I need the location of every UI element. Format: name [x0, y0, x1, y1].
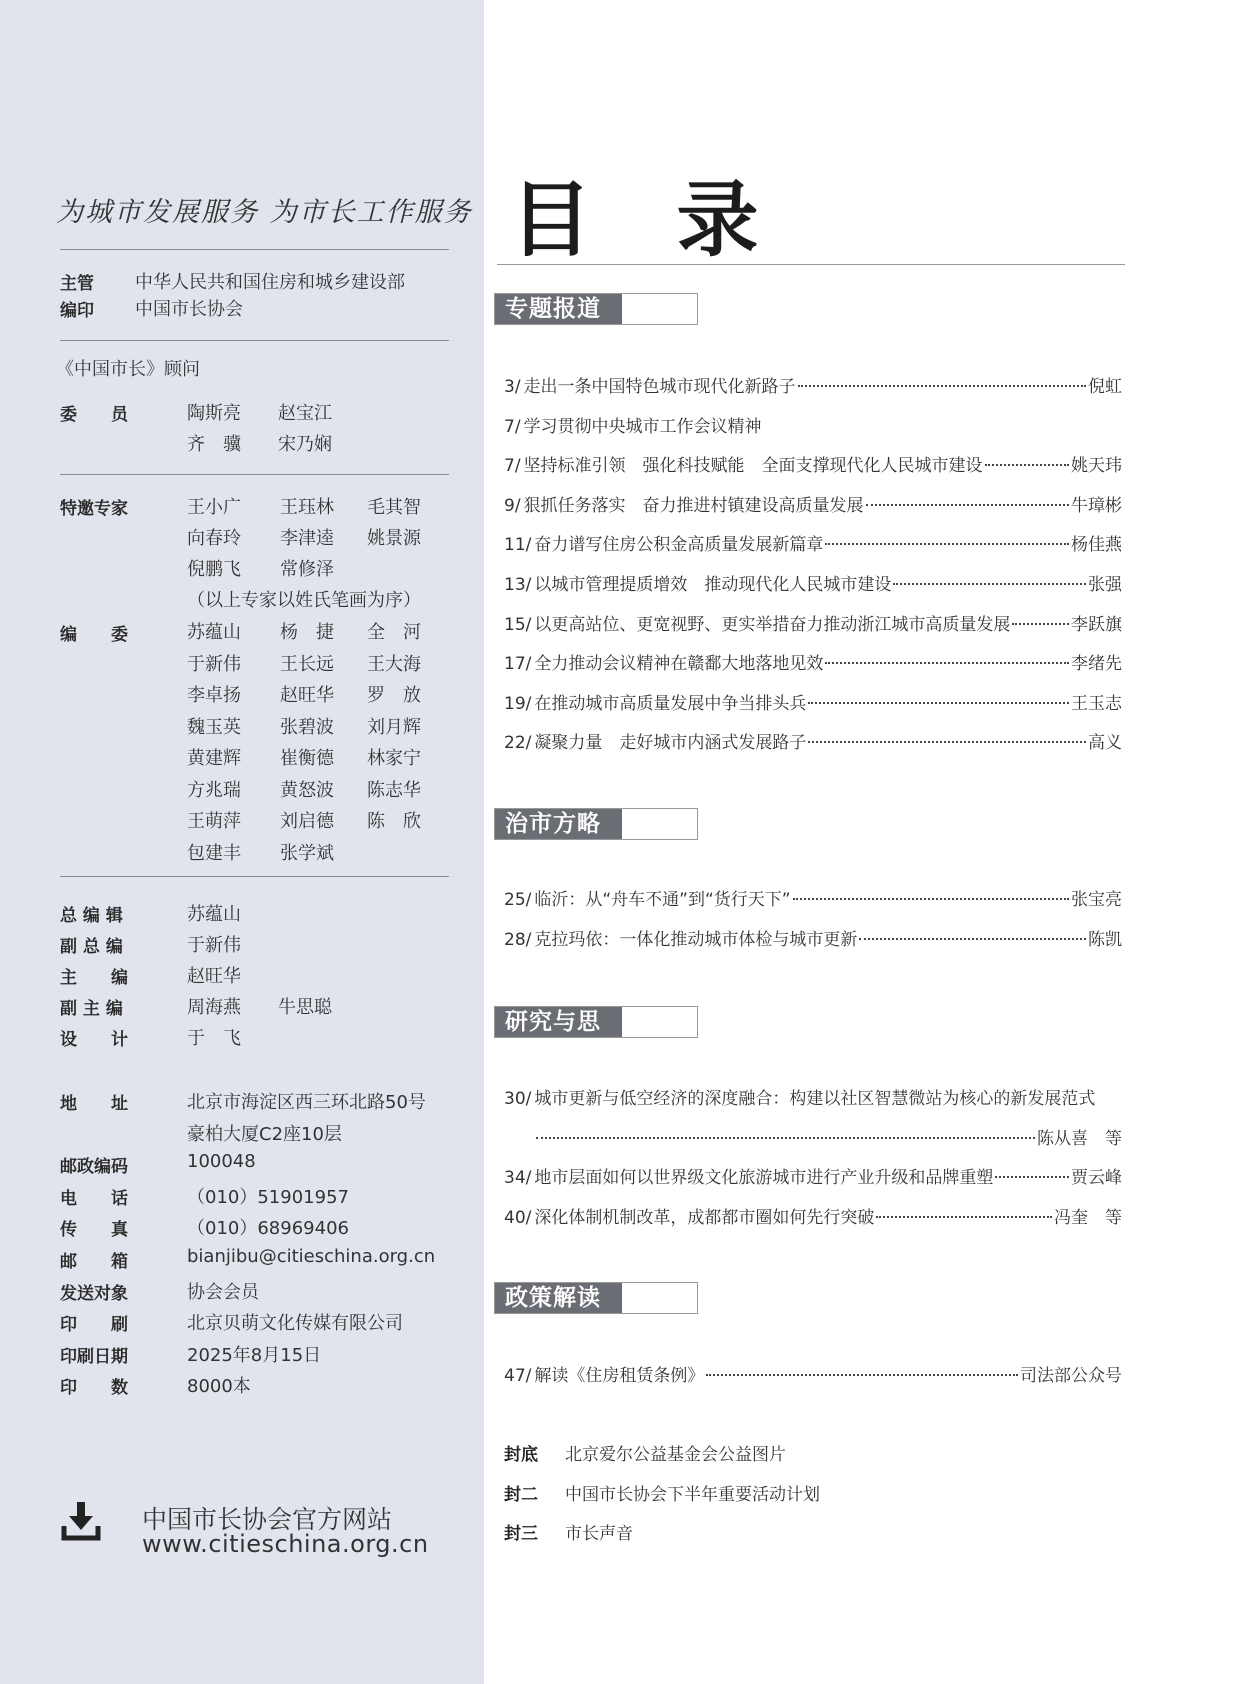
toc-page-number: 28/: [504, 929, 532, 950]
contact-value: （010）51901957: [187, 1186, 349, 1208]
toc-leader-dots: [893, 583, 1086, 585]
staff-name: 于新伟: [187, 935, 241, 956]
toc-title: 坚持标准引领 强化科技赋能 全面支撑现代化人民城市建设: [523, 456, 983, 477]
staff-name: 牛思聪: [278, 997, 332, 1018]
cover-description: 北京爱尔公益基金会公益图片: [565, 1445, 786, 1465]
expert-name: 毛其智: [367, 497, 421, 518]
toc-entry[interactable]: [504, 728, 1122, 754]
committee-member: 陶斯亮: [187, 403, 241, 424]
toc-entry[interactable]: [504, 570, 1122, 596]
toc-leader-dots: [1012, 623, 1069, 625]
toc-entry[interactable]: [504, 1124, 1122, 1150]
editor-name: 全 河: [367, 622, 421, 643]
editor-name: 罗 放: [367, 685, 421, 706]
toc-leader-dots: [876, 1216, 1052, 1218]
toc-author: 陈从喜 等: [1037, 1128, 1122, 1149]
contact-value: 8000本: [187, 1376, 251, 1398]
toc-leader-dots: [866, 504, 1069, 506]
toc-entry[interactable]: [504, 451, 1122, 477]
slogan: 为城市发展服务 为市长工作服务: [56, 197, 473, 228]
toc-page-number: 30/: [504, 1089, 532, 1109]
toc-page-number: 3/: [504, 377, 521, 397]
toc-title: 在推动城市高质量发展中争当排头兵: [534, 693, 807, 714]
toc-entry[interactable]: [504, 1163, 1122, 1189]
divider: [60, 876, 449, 877]
toc-page-number: 17/: [504, 654, 532, 675]
toc-entry[interactable]: [504, 491, 1122, 517]
editor-name: 刘启德: [280, 811, 334, 832]
toc-page-number: 9/: [504, 495, 521, 516]
cover-label: 封三: [504, 1524, 538, 1544]
editor-name: 崔衡德: [280, 748, 334, 769]
expert-name: 姚景源: [367, 528, 421, 549]
website-link[interactable]: www.citieschina.org.cn: [142, 1530, 429, 1558]
toc-title: 地市层面如何以世界级文化旅游城市进行产业升级和品牌重塑: [534, 1168, 994, 1189]
masthead-sidebar: [0, 0, 484, 1684]
toc-author: 牛璋彬: [1071, 495, 1122, 516]
toc-title: 学习贯彻中央城市工作会议精神: [523, 416, 762, 437]
toc-author: 李跃旗: [1071, 614, 1122, 635]
section-header: [494, 808, 698, 840]
committee-label: 委 员: [60, 405, 128, 425]
expert-name: 王珏林: [280, 497, 334, 518]
org-label: 编印: [60, 301, 94, 321]
editor-name: 包建丰: [187, 842, 241, 864]
cover-description: 市长声音: [565, 1524, 633, 1544]
download-icon: [60, 1500, 102, 1542]
contact-value: 北京贝萌文化传媒有限公司: [187, 1313, 403, 1335]
section-title: 治市方略: [495, 809, 622, 839]
toc-entry[interactable]: [504, 1084, 1122, 1110]
toc-page-number: 22/: [504, 733, 532, 754]
toc-title: 以城市管理提质增效 推动现代化人民城市建设: [534, 575, 892, 595]
toc-entry[interactable]: [504, 610, 1122, 636]
expert-name: 常修泽: [280, 559, 334, 580]
section-title: 政策解读: [495, 1283, 622, 1313]
editor-name: 张学斌: [280, 842, 334, 864]
org-value: 中华人民共和国住房和城乡建设部: [135, 272, 405, 293]
editor-name: 于新伟: [187, 653, 241, 675]
expert-name: 向春玲: [187, 528, 241, 549]
contact-value: bianjibu@citieschina.org.cn: [187, 1246, 436, 1267]
editor-name: 张碧波: [280, 716, 334, 738]
toc-author: 张强: [1088, 575, 1122, 595]
toc-entry[interactable]: [504, 689, 1122, 715]
toc-author: 杨佳燕: [1071, 535, 1122, 556]
contact-value: （010）68969406: [187, 1218, 349, 1240]
toc-entry[interactable]: [504, 649, 1122, 675]
experts-note: （以上专家以姓氏笔画为序）: [187, 590, 421, 611]
contact-label: 印刷日期: [60, 1346, 128, 1367]
contact-label: 地 址: [60, 1094, 128, 1114]
toc-title: 走出一条中国特色城市现代化新路子: [523, 377, 796, 397]
toc-leader-dots: [825, 662, 1069, 664]
toc-author: 陈凯: [1088, 929, 1122, 950]
editor-name: 陈志华: [367, 779, 421, 801]
editor-name: 刘月辉: [367, 716, 421, 738]
toc-title: 解读《住房租赁条例》: [534, 1366, 705, 1386]
contact-label: 发送对象: [60, 1283, 128, 1304]
toc-page-number: 13/: [504, 575, 532, 595]
contact-value: 协会会员: [187, 1281, 259, 1303]
contact-label: 传 真: [60, 1220, 128, 1241]
toc-page-number: 34/: [504, 1168, 532, 1189]
toc-leader-dots: [793, 898, 1069, 900]
contact-label: 邮政编码: [60, 1157, 128, 1178]
contact-value: 豪柏大厦C2座10层: [187, 1123, 342, 1145]
editor-name: 方兆瑞: [187, 779, 241, 801]
toc-author: 倪虹: [1088, 377, 1122, 397]
editor-name: 魏玉英: [187, 716, 241, 738]
toc-leader-dots: [985, 464, 1069, 466]
committee-member: 宋乃娴: [278, 434, 332, 455]
toc-leader-dots: [808, 741, 1086, 743]
contact-value: 100048: [187, 1151, 256, 1173]
toc-entry[interactable]: [504, 925, 1122, 951]
section-header: [494, 293, 698, 325]
editor-name: 林家宁: [367, 748, 421, 769]
contact-label: 印 刷: [60, 1315, 128, 1336]
editor-name: 黄怒波: [280, 779, 334, 801]
staff-name: 于 飞: [187, 1028, 241, 1049]
cover-label: 封二: [504, 1484, 538, 1505]
staff-label: 主 编: [60, 968, 128, 988]
editor-name: 赵旺华: [280, 685, 334, 706]
committee-member: 齐 骥: [187, 434, 241, 455]
contact-label: 电 话: [60, 1188, 128, 1209]
section-header: [494, 1006, 698, 1065]
contact-label: 印 数: [60, 1378, 128, 1399]
toc-page-number: 25/: [504, 890, 532, 910]
editor-name: 黄建辉: [187, 748, 241, 769]
divider: [60, 249, 449, 250]
toc-entry[interactable]: [504, 1203, 1122, 1229]
toc-title: 以更高站位、更宽视野、更实举措奋力推动浙江城市高质量发展: [534, 614, 1011, 635]
page-title: 目 录: [510, 173, 787, 268]
toc-leader-dots: [995, 1176, 1069, 1178]
toc-entry[interactable]: [504, 412, 1122, 438]
editor-name: 王萌萍: [187, 811, 241, 832]
toc-entry[interactable]: [504, 372, 1122, 398]
staff-name: 苏蕴山: [187, 904, 241, 925]
expert-name: 王小广: [187, 497, 241, 518]
editor-name: 陈 欣: [367, 811, 421, 832]
cover-label: 封底: [504, 1445, 538, 1465]
expert-name: 李津逵: [280, 528, 334, 549]
staff-name: 周海燕: [187, 997, 241, 1018]
org-value: 中国市长协会: [135, 299, 243, 320]
toc-page-number: 11/: [504, 535, 532, 556]
committee-member: 赵宝江: [278, 403, 332, 424]
toc-leader-dots: [825, 543, 1069, 545]
toc-entry[interactable]: [504, 530, 1122, 556]
toc-page-number: 19/: [504, 693, 532, 714]
toc-author: 冯奎 等: [1054, 1207, 1122, 1228]
expert-name: 倪鹏飞: [187, 559, 241, 580]
editor-name: 杨 捷: [280, 622, 334, 643]
toc-author: 高义: [1088, 733, 1122, 754]
toc-page-number: 15/: [504, 614, 532, 635]
contact-label: 邮 箱: [60, 1252, 128, 1272]
editor-name: 王大海: [367, 653, 421, 675]
toc-title: 临沂：从“舟车不通”到“货行天下”: [534, 890, 791, 910]
experts-label: 特邀专家: [60, 499, 128, 519]
toc-author: 司法部公众号: [1020, 1366, 1122, 1386]
toc-title: 深化体制机制改革，成都都市圈如何先行突破: [534, 1207, 875, 1228]
toc-author: 李绪先: [1071, 654, 1122, 675]
toc-title: 克拉玛依：一体化推动城市体检与城市更新: [534, 929, 858, 950]
toc-entry[interactable]: [504, 1361, 1122, 1387]
toc-leader-dots: [859, 938, 1086, 940]
toc-author: 张宝亮: [1071, 890, 1122, 910]
toc-entry[interactable]: [504, 885, 1122, 911]
section-header: [494, 1282, 698, 1314]
toc-title: 狠抓任务落实 奋力推进村镇建设高质量发展: [523, 495, 864, 516]
title-rule: [497, 264, 1125, 265]
toc-page-number: 47/: [504, 1366, 532, 1386]
editor-name: 李卓扬: [187, 685, 241, 706]
toc-leader-dots: [808, 702, 1069, 704]
advisors-title: 《中国市长》顾问: [56, 359, 200, 380]
toc-author: 姚天玮: [1071, 456, 1122, 477]
editor-name: 王长远: [280, 653, 334, 675]
divider: [60, 474, 449, 475]
toc-page-number: 7/: [504, 416, 521, 437]
toc-leader-dots: [706, 1374, 1018, 1376]
section-title: 研究与思考: [495, 1007, 622, 1037]
toc-title: 城市更新与低空经济的深度融合：构建以社区智慧微站为核心的新发展范式: [534, 1089, 1096, 1109]
staff-label: 设 计: [60, 1030, 128, 1050]
staff-label: 副 主 编: [60, 999, 123, 1019]
editors-label: 编 委: [60, 625, 128, 645]
staff-name: 赵旺华: [187, 966, 241, 987]
toc-title: 全力推动会议精神在赣鄱大地落地见效: [534, 654, 824, 675]
toc-title: 奋力谱写住房公积金高质量发展新篇章: [534, 535, 824, 556]
toc-leader-dots: [536, 1137, 1035, 1139]
toc-author: 王玉志: [1071, 693, 1122, 714]
toc-title: 凝聚力量 走好城市内涵式发展路子: [534, 733, 807, 754]
toc-author: 贾云峰: [1071, 1168, 1122, 1189]
contact-value: 2025年8月15日: [187, 1344, 322, 1366]
editor-name: 苏蕴山: [187, 622, 241, 643]
section-title: 专题报道: [495, 294, 622, 324]
toc-page-number: 40/: [504, 1207, 532, 1228]
divider: [60, 340, 449, 341]
toc-page-number: 7/: [504, 456, 521, 477]
website-title: 中国市长协会官方网站: [142, 1505, 393, 1534]
org-label: 主管: [60, 274, 94, 294]
staff-label: 副 总 编: [60, 937, 123, 957]
cover-description: 中国市长协会下半年重要活动计划: [565, 1484, 820, 1505]
toc-leader-dots: [798, 385, 1086, 387]
staff-label: 总 编 辑: [60, 906, 123, 926]
contact-value: 北京市海淀区西三环北路50号: [187, 1092, 426, 1113]
